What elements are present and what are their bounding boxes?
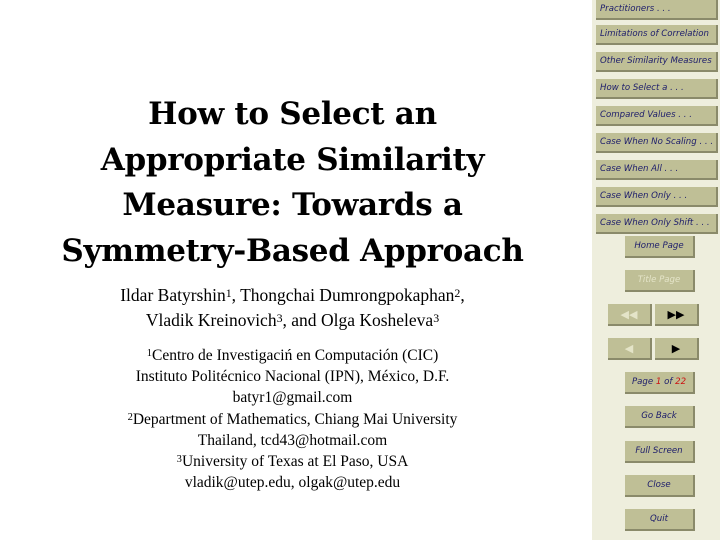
affiliation-text: Centro de Investigaciń en Computación (CIC) (152, 347, 439, 364)
page-of-label: of (664, 377, 673, 387)
affiliations-block (20, 345, 565, 493)
nav-item-case-no-scaling[interactable]: Case When No Scaling . . . (596, 133, 718, 153)
quit-button[interactable]: Quit (625, 509, 695, 531)
first-page-button[interactable] (608, 304, 652, 326)
title-line: Appropriate Similarity (100, 141, 485, 178)
double-left-arrow-icon: ◀◀ (620, 307, 638, 321)
nav-item-case-only[interactable]: Case When Only . . . (596, 187, 718, 207)
author-separator: , (460, 285, 465, 305)
affiliation-line (20, 345, 565, 366)
title-page-button[interactable]: Title Page (625, 270, 695, 292)
nav-item-practitioners[interactable]: Practitioners . . . (596, 0, 718, 20)
left-arrow-icon: ◀ (624, 341, 634, 355)
author-name: Olga Kosheleva (320, 310, 434, 330)
title-line: Symmetry-Based Approach (61, 232, 524, 269)
full-screen-button[interactable]: Full Screen (625, 441, 695, 463)
author-name: Ildar Batyrshin (120, 285, 226, 305)
page-indicator (625, 372, 695, 394)
nav-item-limitations-of-correlation[interactable]: Limitations of Correlation (596, 25, 718, 45)
author-affil-mark: 3 (276, 310, 283, 325)
author-affil-mark: 3 (433, 310, 440, 325)
affiliation-line (20, 409, 565, 430)
author-separator: , and (282, 310, 317, 330)
close-button[interactable]: Close (625, 475, 695, 497)
authors-line-2 (20, 308, 565, 333)
author-affil-mark: 2 (454, 285, 461, 300)
page-current: 1 (655, 377, 662, 387)
title-line: Measure: Towards a (122, 187, 463, 223)
affiliation-text: Department of Mathematics, Chiang Mai University (132, 410, 458, 428)
affil-mark: 3 (176, 454, 182, 466)
home-page-button[interactable]: Home Page (625, 236, 695, 258)
next-page-button[interactable] (655, 338, 699, 360)
authors-block (20, 283, 565, 333)
previous-page-button[interactable] (608, 338, 652, 360)
affiliation-line (20, 451, 565, 472)
page-total: 22 (675, 377, 687, 387)
affiliation-text: University of Texas at El Paso, USA (181, 453, 409, 471)
nav-item-case-all[interactable]: Case When All . . . (596, 160, 718, 180)
go-back-button[interactable]: Go Back (625, 406, 695, 428)
slide-title (20, 92, 565, 274)
title-line: How to Select an (148, 96, 437, 132)
affil-mark: 1 (146, 348, 152, 360)
author-name: Vladik Kreinovich (145, 310, 277, 330)
nav-item-compared-values[interactable]: Compared Values . . . (596, 106, 718, 126)
author-name: Thongchai Dumrongpokaphan (240, 285, 455, 305)
nav-item-other-similarity-measures[interactable]: Other Similarity Measures (596, 52, 718, 72)
navigation-sidebar (592, 0, 720, 540)
nav-item-case-only-shift[interactable]: Case When Only Shift . . . (596, 214, 718, 234)
affiliation-line: Instituto Politécnico Nacional (IPN), México, D.F. (135, 368, 450, 386)
page-label: Page (631, 377, 654, 387)
nav-item-how-to-select[interactable]: How to Select a . . . (596, 79, 718, 99)
affiliation-email: vladik@utep.edu, olgak@utep.edu (184, 474, 401, 492)
affiliation-email: batyr1@gmail.com (232, 389, 353, 407)
affil-mark: 2 (127, 411, 133, 423)
authors-line-1 (20, 283, 565, 308)
right-arrow-icon: ▶ (671, 341, 681, 355)
double-right-arrow-icon: ▶▶ (667, 307, 685, 321)
last-page-button[interactable] (655, 304, 699, 326)
author-separator: , (231, 285, 237, 305)
affiliation-line: Thailand, tcd43@hotmail.com (197, 431, 388, 449)
author-affil-mark: 1 (225, 285, 232, 300)
